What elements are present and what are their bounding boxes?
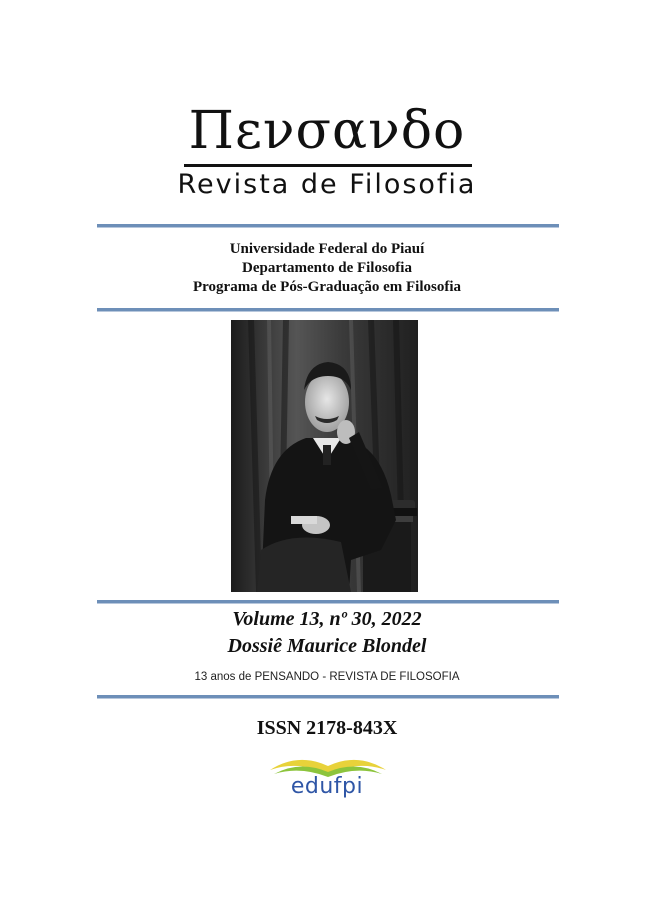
publisher-logo-text: edufpi xyxy=(290,774,364,799)
journal-title: Πενσανδο xyxy=(188,101,466,161)
department-line: Departamento de Filosofia xyxy=(242,260,412,276)
anniversary-text: 13 anos de PENSANDO - REVISTA DE FILOSOFIA xyxy=(194,671,460,683)
volume-info: Volume 13, nº 30, 2022 xyxy=(232,608,422,630)
institution-line: Universidade Federal do Piauí xyxy=(229,241,425,257)
portrait-photo xyxy=(231,320,418,592)
title-underline xyxy=(184,164,472,167)
divider-rule xyxy=(97,308,559,312)
dossier-title: Dossiê Maurice Blondel xyxy=(227,635,427,657)
issn-number: ISSN 2178-843X xyxy=(256,717,398,739)
portrait-illustration xyxy=(231,320,418,592)
journal-subtitle: Revista de Filosofia xyxy=(177,169,477,200)
divider-rule xyxy=(97,695,559,699)
divider-rule xyxy=(97,600,559,604)
program-line: Programa de Pós-Graduação em Filosofia xyxy=(192,279,461,295)
divider-rule xyxy=(97,224,559,228)
